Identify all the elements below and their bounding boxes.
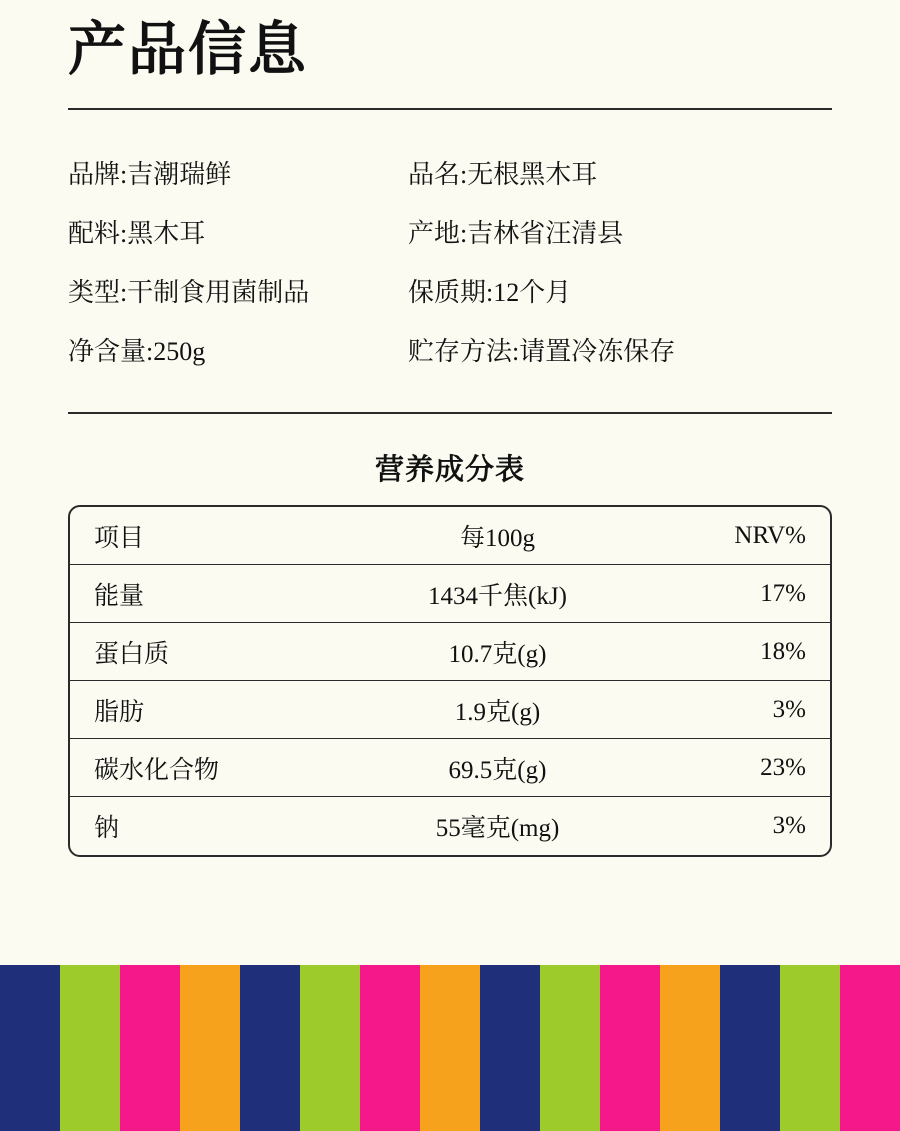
header-item: 项目 bbox=[94, 524, 145, 552]
row-nrv-value: 3% bbox=[772, 695, 806, 723]
color-stripe bbox=[60, 965, 120, 1131]
row-label: 碳水化合物 bbox=[94, 756, 220, 784]
info-product-name: 品名:无根黑木耳 bbox=[408, 160, 598, 189]
color-stripe bbox=[120, 965, 180, 1131]
row-per-value: 55毫克(mg) bbox=[435, 815, 560, 842]
divider-top bbox=[68, 108, 832, 110]
color-stripe bbox=[540, 965, 600, 1131]
nutrition-table-title: 营养成分表 bbox=[374, 454, 525, 486]
page-title: 产品信息 bbox=[68, 17, 309, 82]
info-storage: 贮存方法:请置冷冻保存 bbox=[408, 337, 676, 366]
table-header-row bbox=[70, 507, 830, 565]
table-row bbox=[70, 565, 830, 623]
color-stripe bbox=[600, 965, 660, 1131]
row-label: 钠 bbox=[94, 815, 120, 842]
row-nrv-value: 17% bbox=[760, 579, 806, 607]
color-stripe bbox=[180, 965, 240, 1131]
info-origin: 产地:吉林省汪清县 bbox=[408, 219, 624, 248]
row-nrv-value: 23% bbox=[760, 753, 806, 781]
nutrition-table bbox=[68, 505, 832, 857]
table-row bbox=[70, 623, 830, 681]
info-row bbox=[68, 202, 832, 261]
color-stripe bbox=[360, 965, 420, 1131]
row-per-value: 1434千焦(kJ) bbox=[428, 582, 567, 610]
info-brand: 品牌:吉潮瑞鲜 bbox=[68, 160, 232, 189]
info-net-weight: 净含量:250g bbox=[68, 337, 206, 366]
row-label: 脂肪 bbox=[94, 698, 145, 726]
row-per-value: 69.5克(g) bbox=[448, 756, 547, 784]
color-stripe bbox=[660, 965, 720, 1131]
table-row bbox=[70, 681, 830, 739]
color-stripe bbox=[780, 965, 840, 1131]
row-per-value: 1.9克(g) bbox=[454, 698, 541, 726]
table-row bbox=[70, 739, 830, 797]
header-nrv: NRV% bbox=[734, 521, 806, 549]
color-stripe-band bbox=[0, 965, 900, 1131]
color-stripe bbox=[480, 965, 540, 1131]
color-stripe bbox=[300, 965, 360, 1131]
info-row bbox=[68, 320, 832, 379]
color-stripe bbox=[0, 965, 60, 1131]
color-stripe bbox=[420, 965, 480, 1131]
info-ingredients: 配料:黑木耳 bbox=[68, 219, 206, 248]
row-nrv-value: 3% bbox=[772, 812, 806, 839]
row-nrv-value: 18% bbox=[760, 637, 806, 665]
header-per-100g: 每100g bbox=[459, 524, 535, 552]
info-row bbox=[68, 261, 832, 320]
table-row bbox=[70, 797, 830, 855]
divider-bottom bbox=[68, 412, 832, 414]
row-label: 能量 bbox=[94, 582, 145, 610]
color-stripe bbox=[720, 965, 780, 1131]
row-per-value: 10.7克(g) bbox=[448, 640, 547, 668]
info-type: 类型:干制食用菌制品 bbox=[68, 278, 310, 307]
color-stripe bbox=[840, 965, 900, 1131]
info-shelf-life: 保质期:12个月 bbox=[408, 278, 572, 307]
color-stripe bbox=[240, 965, 300, 1131]
row-label: 蛋白质 bbox=[94, 640, 170, 668]
product-info-grid bbox=[68, 143, 832, 379]
info-row bbox=[68, 143, 832, 202]
